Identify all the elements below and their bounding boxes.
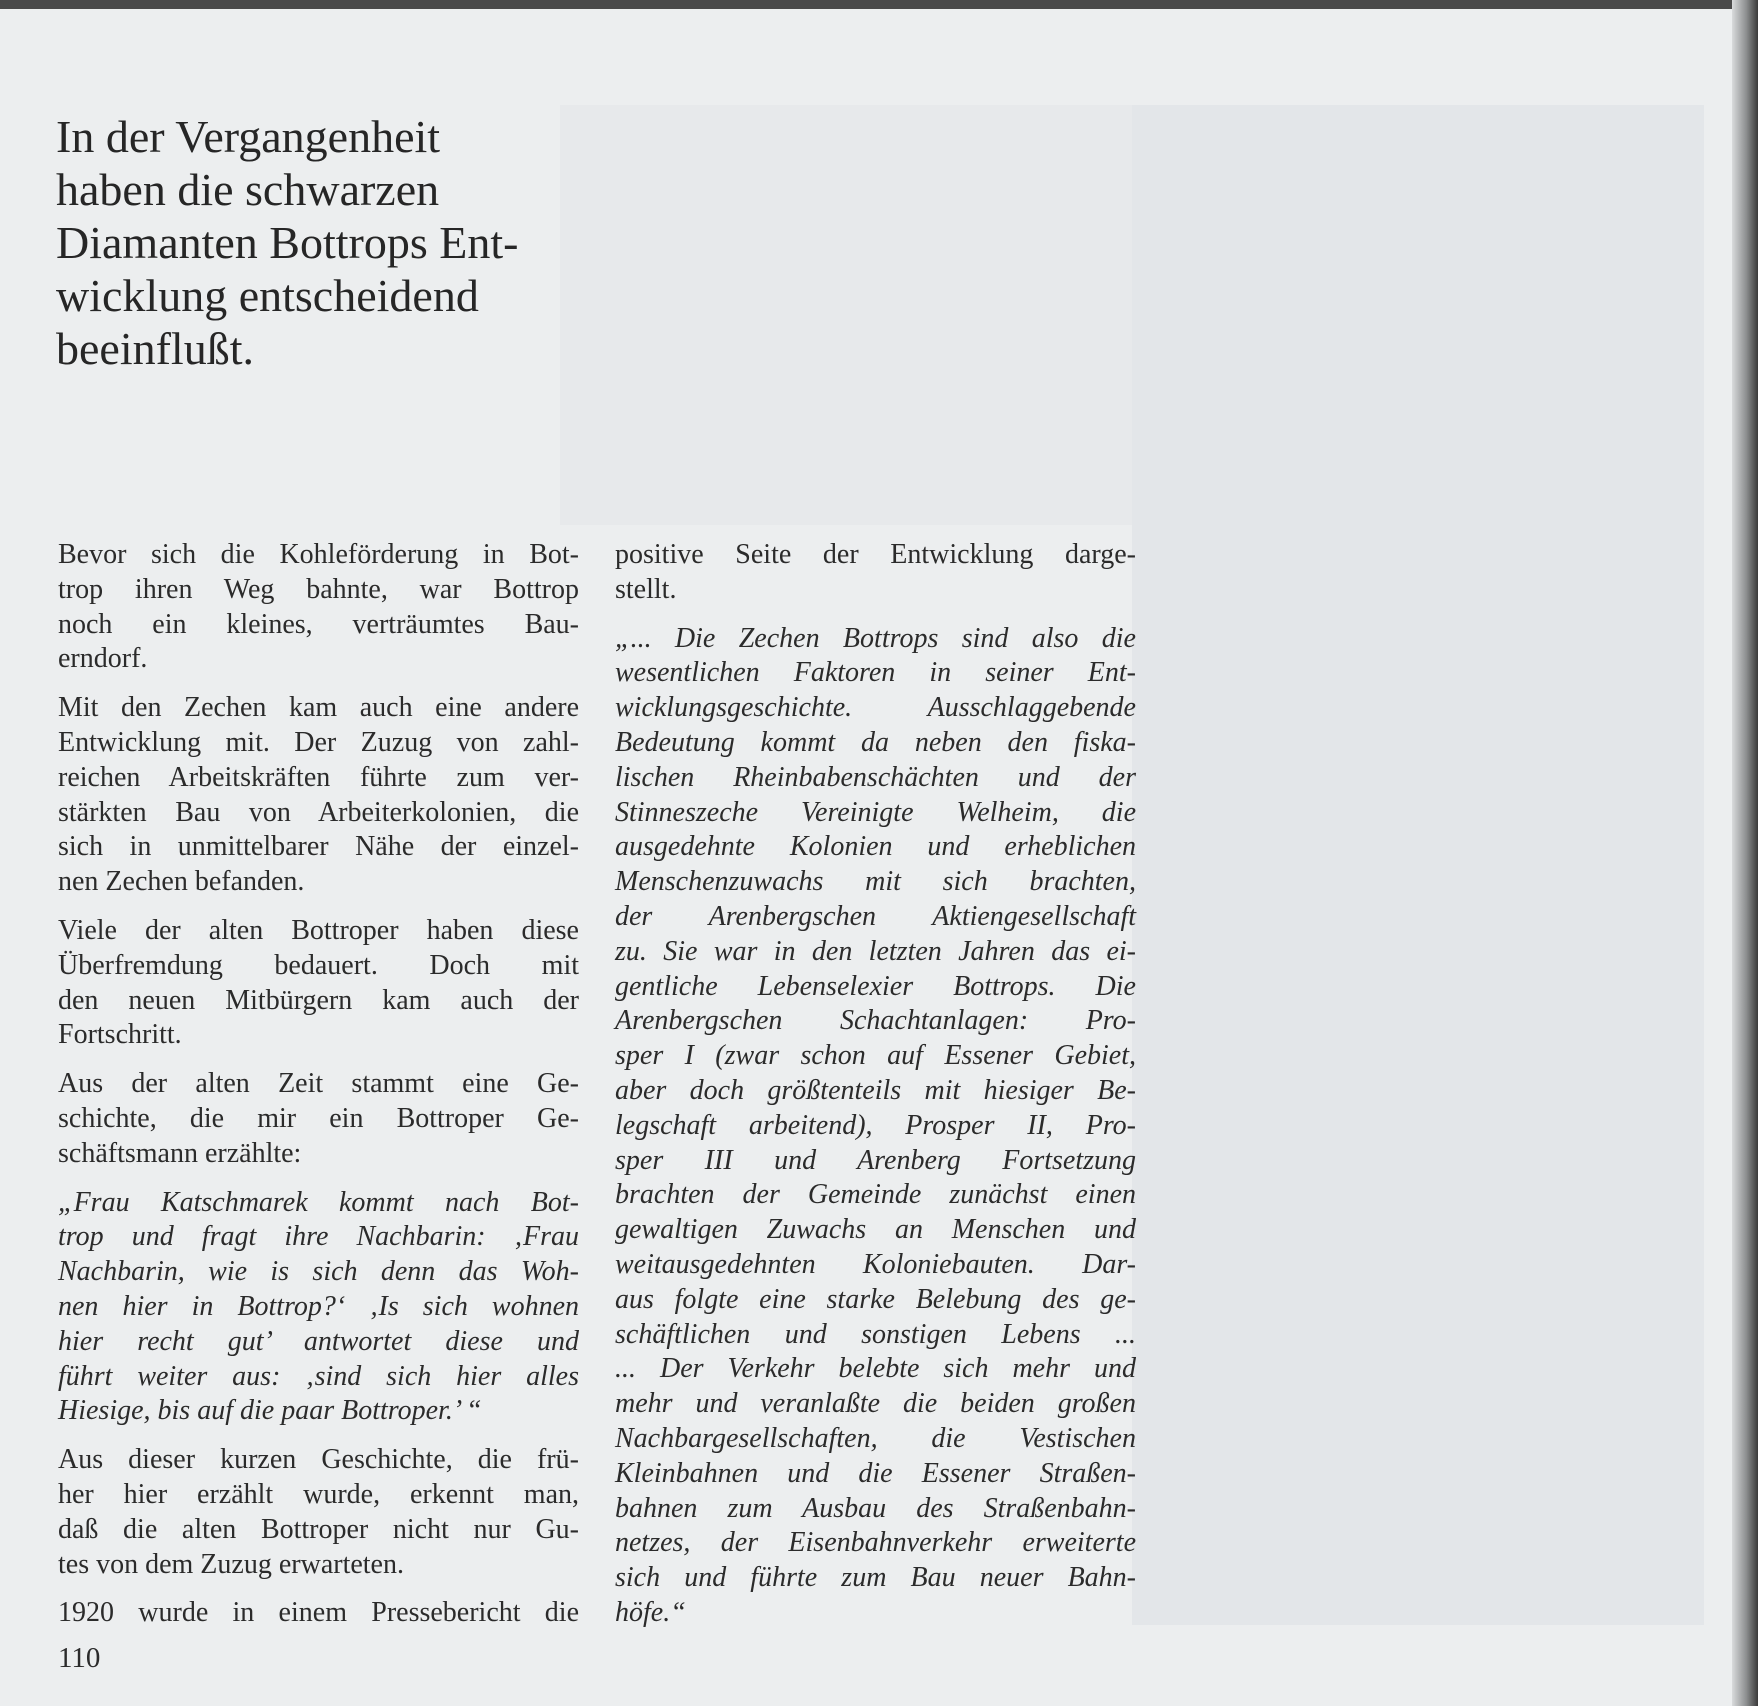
quote-paragraph bbox=[58, 1186, 579, 1430]
text-line: Überfremdung bedauert. Doch mit bbox=[58, 949, 579, 981]
text-line: Mit den Zechen kam auch eine andere bbox=[58, 692, 579, 724]
text-line: weitausgedehnten Koloniebauten. Dar- bbox=[615, 1248, 1136, 1280]
text-line: mehr und veranlaßte die beiden großen bbox=[615, 1388, 1136, 1420]
heading-line: Diamanten Bottrops Ent- bbox=[56, 217, 519, 268]
text-line: schichte, die mir ein Bottroper Ge- bbox=[58, 1102, 579, 1134]
paragraph bbox=[58, 1596, 579, 1631]
page-number: 110 bbox=[58, 1642, 101, 1674]
text-line: tes von dem Zuzug erwarteten. bbox=[58, 1548, 404, 1580]
text-line: den neuen Mitbürgern kam auch der bbox=[58, 984, 579, 1016]
quote-paragraph bbox=[615, 622, 1136, 1631]
text-line: her hier erzählt wurde, erkennt man, bbox=[58, 1478, 579, 1510]
text-line: „... Die Zechen Bottrops sind also die bbox=[615, 622, 1136, 654]
paragraph bbox=[58, 1067, 579, 1171]
page-heading bbox=[56, 110, 616, 375]
paragraph bbox=[58, 914, 579, 1053]
text-line: wicklungsgeschichte. Ausschlaggebende bbox=[615, 692, 1136, 724]
text-line: ausgedehnte Kolonien und erheblichen bbox=[615, 831, 1136, 863]
heading-line: haben die schwarzen bbox=[56, 164, 440, 215]
text-line: daß die alten Bottroper nicht nur Gu- bbox=[58, 1513, 579, 1545]
text-line: Entwicklung mit. Der Zuzug von zahl- bbox=[58, 726, 579, 758]
text-line: gewaltigen Zuwachs an Menschen und bbox=[615, 1214, 1136, 1246]
left-text-column bbox=[58, 538, 579, 1645]
text-line: Stinneszeche Vereinigte Welheim, die bbox=[615, 796, 1136, 828]
paragraph bbox=[58, 538, 579, 677]
text-line: schäftsmann erzählte: bbox=[58, 1137, 302, 1169]
text-line: positive Seite der Entwicklung darge- bbox=[615, 539, 1136, 570]
text-line: Fortschritt. bbox=[58, 1019, 182, 1051]
text-line: trop ihren Weg bahnte, war Bottrop bbox=[58, 573, 579, 605]
text-line: „Frau Katschmarek kommt nach Bot- bbox=[58, 1186, 579, 1218]
text-line: nen Zechen befanden. bbox=[58, 866, 305, 898]
book-binding-edge bbox=[1732, 0, 1758, 1706]
text-line: sich und führte zum Bau neuer Bahn- bbox=[615, 1562, 1136, 1594]
text-line: hier recht gut’ antwortet diese und bbox=[58, 1325, 579, 1357]
right-text-column bbox=[615, 538, 1136, 1645]
text-line: legschaft arbeitend), Prosper II, Pro- bbox=[615, 1109, 1136, 1141]
text-line: bahnen zum Ausbau des Straßenbahn- bbox=[615, 1492, 1136, 1524]
text-line: schäftlichen und sonstigen Lebens ... bbox=[615, 1318, 1136, 1350]
heading-line: In der Vergangenheit bbox=[56, 111, 441, 162]
text-line: aber doch größtenteils mit hiesiger Be- bbox=[615, 1074, 1136, 1106]
text-line: Nachbarin, wie is sich denn das Woh- bbox=[58, 1256, 579, 1288]
facing-page-shadow bbox=[1132, 105, 1704, 1625]
heading-line: wicklung entscheidend bbox=[56, 270, 479, 321]
paragraph bbox=[58, 691, 579, 900]
bleed-through-area bbox=[560, 105, 1132, 525]
text-line: netzes, der Eisenbahnverkehr erweiterte bbox=[615, 1527, 1136, 1559]
text-line: zu. Sie war in den letzten Jahren das ei- bbox=[615, 935, 1136, 967]
text-line: ... Der Verkehr belebte sich mehr und bbox=[615, 1353, 1136, 1385]
paragraph bbox=[58, 1443, 579, 1582]
text-line: Hiesige, bis auf die paar Bottroper.’ “ bbox=[58, 1395, 482, 1427]
text-line: aus folgte eine starke Belebung des ge- bbox=[615, 1283, 1136, 1315]
text-line: noch ein kleines, verträumtes Bau- bbox=[58, 608, 579, 640]
text-line: Viele der alten Bottroper haben diese bbox=[58, 914, 579, 946]
text-line: wesentlichen Faktoren in seiner Ent- bbox=[615, 657, 1136, 689]
text-line: der Arenbergschen Aktiengesellschaft bbox=[615, 900, 1136, 932]
text-line: Kleinbahnen und die Essener Straßen- bbox=[615, 1457, 1136, 1489]
text-line: lischen Rheinbabenschächten und der bbox=[615, 761, 1136, 793]
text-line: führt weiter aus: ‚sind sich hier alles bbox=[58, 1360, 579, 1392]
text-line: Arenbergschen Schachtanlagen: Pro- bbox=[615, 1005, 1136, 1037]
paragraph bbox=[615, 538, 1136, 608]
text-line: trop und fragt ihre Nachbarin: ‚Frau bbox=[58, 1221, 579, 1253]
text-line: gentliche Lebenselexier Bottrops. Die bbox=[615, 970, 1136, 1002]
text-line: Menschenzuwachs mit sich brachten, bbox=[615, 866, 1136, 898]
heading-line: beeinflußt. bbox=[56, 323, 254, 374]
text-line: sich in unmittelbarer Nähe der einzel- bbox=[58, 831, 579, 863]
text-line: brachten der Gemeinde zunächst einen bbox=[615, 1179, 1136, 1211]
text-line: Aus der alten Zeit stammt eine Ge- bbox=[58, 1068, 579, 1100]
text-line: Aus dieser kurzen Geschichte, die frü- bbox=[58, 1444, 579, 1476]
text-line: nen hier in Bottrop?‘ ‚Is sich wohnen bbox=[58, 1290, 579, 1322]
text-line: Bedeutung kommt da neben den fiska- bbox=[615, 726, 1136, 758]
text-line: stellt. bbox=[615, 573, 677, 605]
text-line: reichen Arbeitskräften führte zum ver- bbox=[58, 761, 579, 793]
text-line: sper I (zwar schon auf Essener Gebiet, bbox=[615, 1040, 1136, 1072]
scan-top-edge bbox=[0, 0, 1758, 9]
text-line: sper III und Arenberg Fortsetzung bbox=[615, 1144, 1136, 1176]
text-line: erndorf. bbox=[58, 643, 148, 675]
text-line: Bevor sich die Kohleförderung in Bot- bbox=[58, 539, 579, 570]
text-line: 1920 wurde in einem Pressebericht die bbox=[58, 1597, 579, 1629]
text-line: stärkten Bau von Arbeiterkolonien, die bbox=[58, 796, 579, 828]
text-line: höfe.“ bbox=[615, 1596, 686, 1628]
text-line: Nachbargesellschaften, die Vestischen bbox=[615, 1422, 1136, 1454]
